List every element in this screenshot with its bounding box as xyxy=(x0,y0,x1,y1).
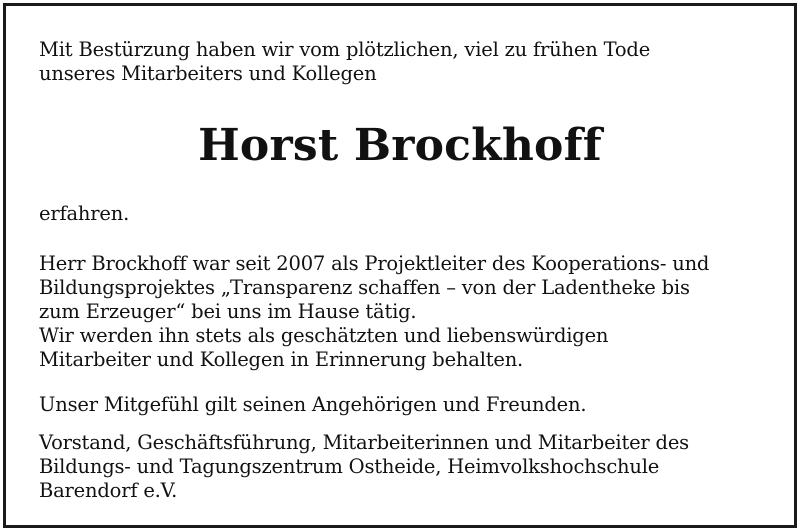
biography-text: Herr Brockhoff war seit 2007 als Projektleiter des Kooperations- und Bildungsprojektes „Transparenz schaffen – von der Ladentheke bis zum Erzeuger“ bei uns im Hause tätig. xyxy=(39,252,710,323)
learned-text: erfahren. xyxy=(39,202,130,225)
intro-text: Mit Bestürzung haben wir vom plötzlichen, viel zu frühen Tode unseres Mitarbeiters und Kollegen xyxy=(39,38,651,85)
signature-text: Vorstand, Geschäftsführung, Mitarbeiterinnen und Mitarbeiter des Bildungs- und Tagungszentrum Ostheide, Heimvolkshochschule Barendorf e.V. xyxy=(39,431,689,502)
condolence-text: Unser Mitgefühl gilt seinen Angehörigen und Freunden. xyxy=(39,393,587,416)
obituary-notice xyxy=(3,3,797,528)
remembrance-text: Wir werden ihn stets als geschätzten und liebenswürdigen Mitarbeiter und Kollegen in Erinnerung behalten. xyxy=(39,324,609,371)
deceased-name: Horst Brockhoff xyxy=(198,120,602,171)
